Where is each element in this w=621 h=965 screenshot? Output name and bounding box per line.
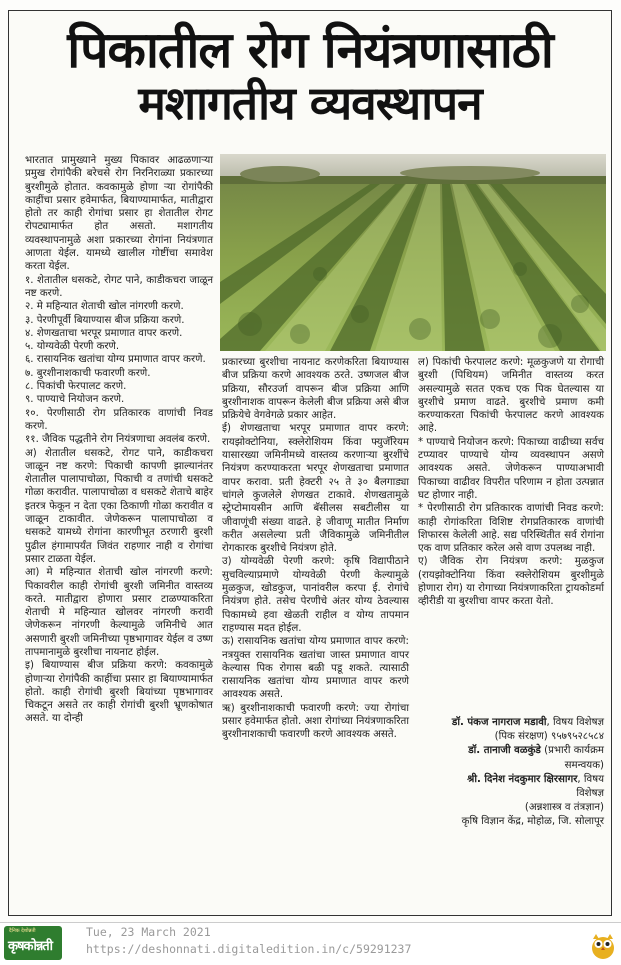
author-credits — [418, 716, 604, 830]
crop-field-image — [220, 154, 606, 351]
institute: कृषि विज्ञान केंद्र, मोहोळ, जि. सोलापूर — [461, 816, 604, 828]
list-item: ३. पेरणीपूर्वी बियाण्यास बीज प्रक्रिया करणे. — [25, 314, 185, 326]
list-item: २. मे महिन्यात शेताची खोल नांगरणी करणे. — [25, 301, 184, 313]
headline-line-1: पिकातील रोग नियंत्रणासाठी — [67, 21, 553, 79]
list-item: ८. पिकांची फेरपालट करणे. — [25, 381, 127, 393]
edition-date: Tue, 23 March 2021 — [86, 925, 211, 939]
paragraph: भारतात प्रामुख्याने मुख्य पिकावर आढळणाऱ्या प्रमुख रोगांपैकी बरेचसे रोग निरनिराळ्या प्रकारच्या बुरशीमुळे होतात. कवकामुळे होणा ऱ्या रोगांपैकी काहींचा प्रसार हवेमार्फत, बियाण्यामार्फत, मातीद्वारा होतो तर काही रोगांचा प्रसार हा शेतातील रोगट रोपट्यामार्फत होत असतो. मशागतीय व्यवस्थापनामुळे अशा प्रकारच्या रोगांना नियंत्रणात आणता येईल. यामध्ये खालील गोष्टींचा समावेश करता येईल. — [25, 155, 213, 273]
logo-tagline: दैनिक देशोन्नती — [9, 928, 36, 934]
author-3-detail-2: (अन्नशास्त्र व तंत्रज्ञान) — [524, 802, 604, 814]
publication-logo[interactable] — [4, 926, 62, 960]
headline-line-2: मशागतीय व्यवस्थापन — [138, 76, 482, 130]
list-item: ६. रासायनिक खतांचा योग्य प्रमाणात वापर करणे. — [25, 354, 206, 366]
logo-text: कृषकोन्नती — [8, 939, 53, 954]
paragraph: ए) जैविक रोग नियंत्रण करणे: मुळकुज (रायझोक्टोनिया किंवा स्क्लेरोशियम बुरशीमुळे होणारा रोग) या रोगाच्या नियंत्रणाकरिता ट्रायकोडर्मा व्हीरीडी या बुरशीचा वापर करता येतो. — [418, 556, 604, 608]
author-1-role: , विषय विशेषज्ञ — [546, 717, 604, 728]
paragraph: ऋ) बुरशीनाशकाची फवारणी करणे: ज्या रोगांचा प्रसार हवेमार्फत होतो. अशा रोगांच्या नियंत्रणाकरिता बुरशीनाशकाची फवारणी करणे आवश्यक असते. — [222, 702, 409, 741]
list-item: ५. योग्यवेळी पेरणी करणे. — [25, 341, 120, 353]
list-item: ४. शेणखताचा भरपूर प्रमाणात वापर करणे. — [25, 327, 183, 339]
paragraph: आ) मे महिन्यात शेताची खोल नांगरणी करणे: पिकावरील काही रोगांची बुरशी जमिनीत वास्तव्य करते. मातीद्वारा होणारा प्रसार टाळण्याकरिता शेताची मे महिन्यात खोलवर नांगरणी करावी जेणेकरून नांगरणी केल्यामुळे जमिनीचे आत असणारी बुरशी जमिनीच्या पृष्ठभागावर येईल व उष्ण तापमानामुळे बुरशीचा नायनाट होईल. — [25, 567, 213, 658]
author-3-detail: विशेषज्ञ — [576, 788, 604, 800]
paragraph: इ) बियाण्यास बीज प्रक्रिया करणे: कवकामुळे होणाऱ्या रोगांपैकी काहींचा प्रसार हा बियाण्यामार्फत होतो. काही रोगांची बुरशी बियांच्या पृष्ठभागावर चिकटून असते तर काही रोगांची बुरशी भ्रूणकोषात असते. या दोन्ही — [25, 660, 213, 725]
article-column-2 — [222, 356, 409, 742]
author-3 — [418, 773, 604, 787]
list-item: १०. पेरणीसाठी रोग प्रतिकारक वाणांची निवड करणे. — [25, 407, 213, 432]
owl-mascot-icon — [590, 930, 616, 960]
paragraph: प्रकारच्या बुरशीचा नायनाट करणेकरिता बियाण्यास बीज प्रक्रिया करणे आवश्यक ठरते. उष्णजल बीज प्रक्रिया, सौरउर्जा वापरून बीज प्रक्रिया आणि बुरशीनाशक वापरून केलेली बीज प्रक्रिया असे बीज प्रक्रियेचे वेगवेगळे प्रकार आहेत. — [222, 357, 409, 422]
author-2-name: डॉ. तानाजी वळकुंडे — [468, 745, 541, 757]
crop-field-photo — [220, 154, 606, 351]
list-item: ११. जैविक पद्धतीने रोग नियंत्रणाचा अवलंब करणे. — [25, 434, 211, 446]
author-1 — [418, 716, 604, 730]
paragraph: उ) योग्यवेळी पेरणी करणे: कृषि विद्यापीठाने सुचविल्याप्रमाणे योग्यवेळी पेरणी केल्यामुळे मुळकुज, खोडकुज, पानांवरील करपा ई. रोगांचे नियंत्रण होते. तसेच पेरणीचे अंतर योग्य ठेवल्यास पिकामध्ये हवा खेळती राहील व योग्य तापमान राहण्यास मदत होईल. — [222, 556, 409, 634]
paragraph: ऊ) रासायनिक खतांचा योग्य प्रमाणात वापर करणे: नत्रयुक्त रासायनिक खतांचा जास्त प्रमाणात वापर केल्यास पिक रोगास बळी पडू शकते. त्यासाठी रासायनिक खतांचा योग्य प्रमाणात वापर करणे आवश्यक असते. — [222, 636, 409, 701]
list-item: ९. पाण्याचे नियोजन करणे. — [25, 394, 125, 406]
article-headline — [20, 22, 600, 130]
paragraph: * पेरणीसाठी रोग प्रतिकारक वाणांची निवड करणे: काही रोगांकरिता विशिष्ट रोगप्रतिकारक वाणांची शिफारस केलेली आहे. सद्य परिस्थितीत सर्व रोगांना एक वाण प्रतिकार करेल असे वाण उपलब्ध नाही. — [418, 503, 604, 555]
author-3-name: श्री. दिनेश नंदकुमार क्षिरसागर — [467, 773, 578, 785]
article-column-3 — [418, 356, 604, 609]
author-2-role: (प्रभारी कार्यक्रम — [540, 745, 604, 757]
article-column-1 — [25, 154, 213, 726]
list-item: ७. बुरशीनाशकाची फवारणी करणे. — [25, 367, 151, 379]
edition-url[interactable]: https://deshonnati.digitaledition.in/c/59291237 — [86, 942, 412, 956]
edition-stamp — [86, 924, 411, 958]
paragraph: ई) शेणखताचा भरपूर प्रमाणात वापर करणे: रायझोक्टोनिया, स्क्लेरोशियम किंवा फ्युजॅरियम यासारख्या जमिनीमध्ये वास्तव्य करणाऱ्या बुरशींचे नियंत्रण करण्याकरता भरपूर शेणखताचा प्रमाणात वापर करावा. प्रती हेक्टरी २५ ते ३० बैलगाड्या चांगले कुजलेले शेणखत टाकावे. शेणखतामुळे स्ट्रेप्टोमायसीन आणि बॅसीलस सबटीलीस या जीवाणूंची संख्या वाढते. हे जीवाणू मातीत निर्माण करीत असलेल्या प्रती जैविकामुळे जमिनीतील रोगकारक बुरशीचे नियंत्रण होते. — [222, 423, 409, 555]
author-2-detail: समन्वयक) — [564, 759, 604, 771]
author-1-name: डॉ. पंकज नागराज मडावी — [451, 717, 547, 728]
author-1-detail: (पिक संरक्षण) ९५७९५२८५८४ — [494, 731, 604, 743]
author-3-role: , विषय — [577, 773, 604, 785]
author-2 — [418, 744, 604, 758]
paragraph: * पाण्याचे नियोजन करणे: पिकाच्या वाढीच्या सर्वच टप्प्यावर पाण्याचे योग्य व्यवस्थापन असणे आवश्यक असते. जेणेकरून पाण्याअभावी पिकाच्या वाढीवर विपरीत परिणाम न होता उत्पन्नात घट होणार नाही. — [418, 436, 604, 501]
paragraph: ल) पिकांची फेरपालट करणे: मूळकुजणे या रोगाची बुरशी (पिथियम) जमिनीत वास्तव्य करत असल्यामुळे सतत एकच एक पिक घेतल्यास या बुरशीचे प्रमाण वाढते. बुरशीचे प्रमाण कमी करण्याकरता पिकांची फेरपालट करणे आवश्यक आहे. — [418, 357, 604, 435]
paragraph: अ) शेतातील धसकटे, रोगट पाने, काडीकचरा जाळून नष्ट करणे: पिकाची कापणी झाल्यानंतर शेतातील पालापाचोळा, पिकाची व तणांची धसकटे गोळा करावीत. पालापाचोळा व धसकटे शेताचे बाहेर इतरत्र फेकून न देता एका ठिकाणी गोळा करावीत व जाळून टाकावीत. जेणेकरून पालापाचोळा व धसकटे यामध्ये रोगांना कारणीभूत ठरणारी बुरशी पुढील हंगामापर्यंत जिवंत राहणार नाही व रोगांचा प्रसार टाळता येईल. — [25, 447, 213, 565]
list-item: १. शेतातील धसकटे, रोगट पाने, काडीकचरा जाळून नष्ट करणे. — [25, 274, 213, 299]
